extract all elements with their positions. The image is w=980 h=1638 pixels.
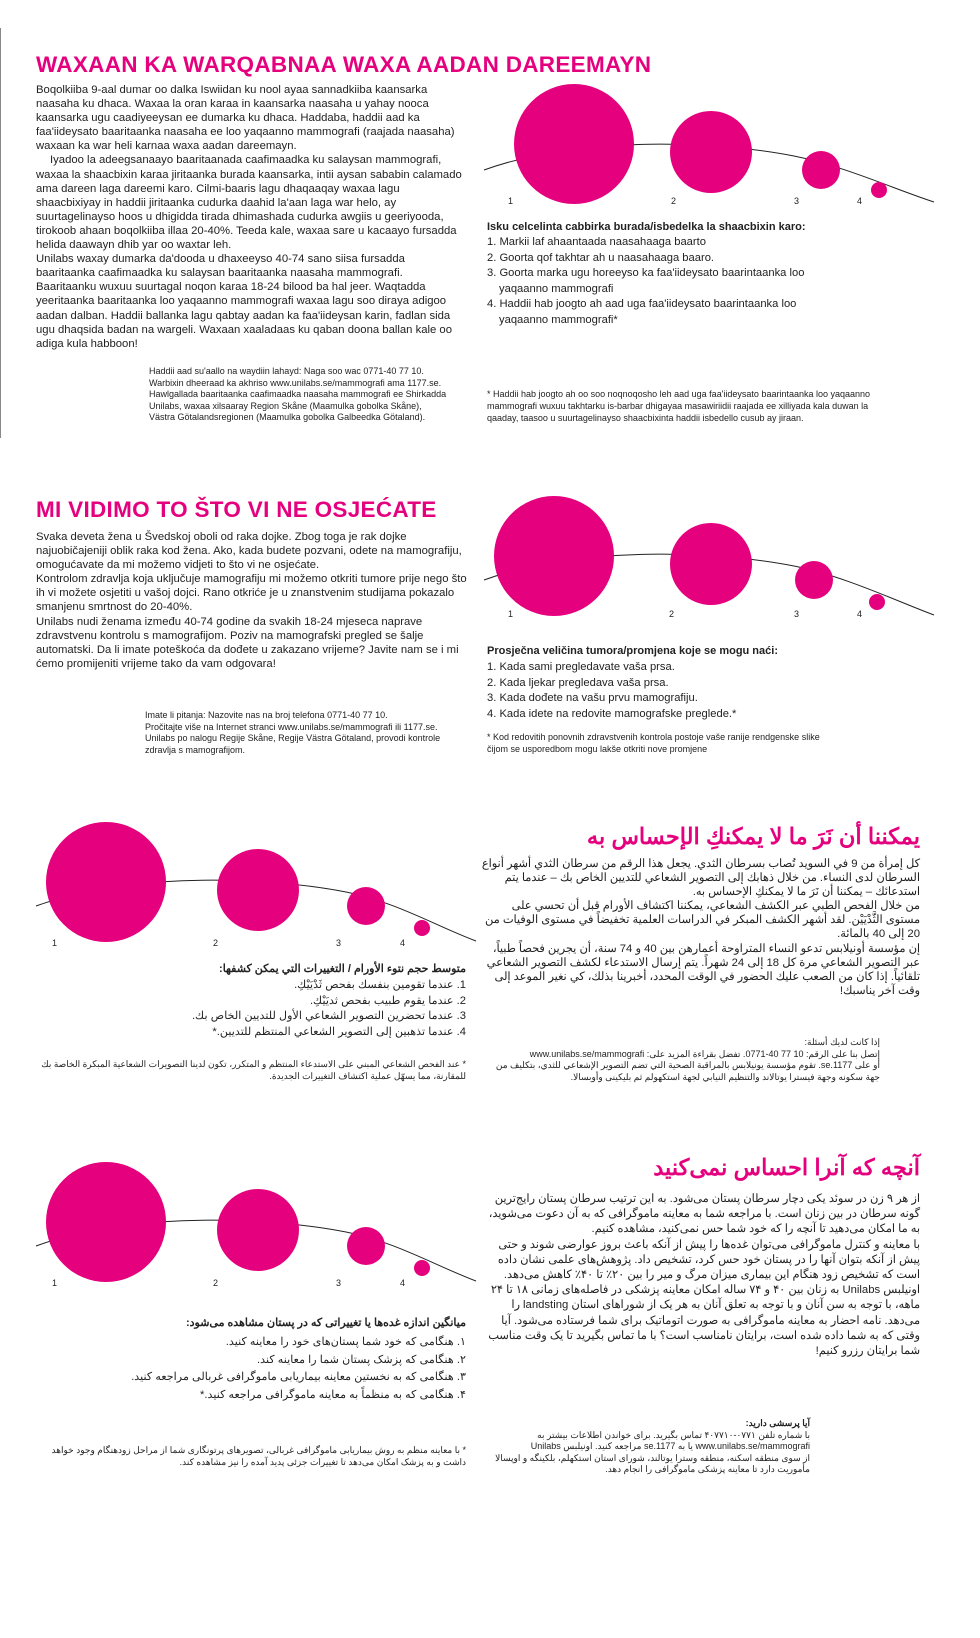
list-item: 2. Goorta qof takhtar ah u naasahaaga baaro. [487,251,715,264]
tumor-circle-2 [217,849,299,931]
list-item: ۲. هنگامی که پزشک پستان شما را معاینه کند. [257,1353,466,1366]
list-item: 4. عندما تذهبين إلى التصوير الشعاعي المنتظم للتديين.* [212,1025,466,1038]
persian-contact [480,1418,810,1476]
circle-label-3: 3 [794,196,800,206]
persian-title: آنچه که آنرا احساس نمی‌کنید [653,1155,920,1180]
persian-paragraph-3: اونیلبس Unilabs به زنان بین ۴۰ و ۷۴ ساله امکان معاینه پزشکی در فاصله‌های زمانی ۱۸ تا ۲۴ ماهه، با توجه به سن آنان و با توجه به تعلق آنان به هر یک از شوراهای استان landsting را می‌دهد. نامه احضار به معاینه ماموگرافی به صورت اتوماتیک برای شما فرستاده می‌شود. آیا وقتی که به شما داده شده است، برایتان نامناسب است؟ با ما تماس بگیرید تا یک وقت مناسب شما برایتان رزرو کنیم! [488,1284,920,1358]
list-item: 4. Haddii hab joogto ah aad uga faa'iideysato baarintaanka loo yaqaanno mammografi* [487,298,797,326]
list-item: ۳. هنگامی که به نخستین معاینه بیماریابی ماموگرافی غربالی مراجعه کنید. [131,1371,466,1383]
persian-list-title: میانگین اندازه غده‌ها یا تغییراتی که در پستان مشاهده می‌شود: [185,1317,466,1329]
bosnian-list [487,660,817,722]
list-item: 3. Kada dođete na vašu prvu mamografiju. [487,692,698,704]
somali-body [36,83,463,351]
circle-label-1: 1 [508,609,514,619]
arabic-paragraph-3: إن مؤسسة أونيلابس تدعو النساء المتراوحة أعمارهن بين 40 و 74 سنة، أن يجرين فحصاً طبياً، عبر التصوير الشعاعي مرة كل 18 إلى 24 شهراً. يتم إرسال الاستدعاء لكشف التصوير الشعاعي تلقائياً. إذا كان من الصعب عليك الحضور في الوقت المحدد، أخبرينا بذلك، كي نغير الموعد إلى وقت آخر يناسبك! [486,942,920,997]
list-item: 1. عندما تقومين بنفسك بفحص ثَدْيَيْكِ. [294,979,466,991]
list-item: 3. عندما تحضرين التصوير الشعاعي الأول للتديين الخاص بك. [191,1010,466,1022]
bosnian-contact-line: Imate li pitanja: Nazovite nas na broj telefona 0771-40 77 10. [145,710,388,720]
circle-label-2: 2 [213,1278,219,1288]
list-item: 2. عندما يقوم طبيب بفحص ثديَيْكِ. [309,994,466,1007]
somali-contact-line: Unilabs, waxaa xilsaaray Region Skåne (Maamulka gobolka Skåne), [149,400,422,411]
bosnian-footnote: * Kod redovitih ponovnih zdravstvenih kontrola postoje vaše ranije rendgenske slike čijom se usporedbom mogu lakše otkriti nove promjene [487,732,820,754]
somali-paragraph-2: Iyadoo la adeegsanaayo baaritaanada caafimaadka ku salaysan mammografi, waxaa la shaacbixin karaa jiritaanka burada kaansarka, intii aysan sababin calamado ama dareen laga dareemi karo. Cilmi-baaris lagu dhaqaaqay waxaa lagu shaacbixiyay in haddii jiritaanka cudurka daahid la'aan laga war helo, ay suurtagelinayso hoos u dhigidda tirada dhimashada cudurka awgiis u geeriyooda, tirokoob ahaan boqolkiiba illaa 20-40%. Teeda kale, waxaa sare u kacaayo fursadda helida daawayn dhib yar oo waxtar leh. [36,154,462,252]
arabic-contact-line: إذا كانت لديك أسئلة: [804,1037,880,1047]
arabic-paragraph-1: كل إمرأة من 9 في السويد تُصاب بسرطان الثدي. يجعل هذا الرقم من سرطان الثدي أشهر أنواع السرطان لدى النساء. من خلال ذهابك إلى التصوير الشعاعي للتديين الخاص بك – عندما يتم استدعائك – يمكننا أن نَرَ ما لا يمكنكِ الإحساس به. [481,858,920,899]
tumor-size-circles-icon [484,500,934,630]
bosnian-list-title: Prosječna veličina tumora/promjena koje se mogu naći: [487,645,778,657]
persian-contact-line: www.unilabs.se/mammografi یا به 1177.se مراجعه کنید. اونیلبس Unilabs [530,1441,810,1452]
persian-contact-title: آیا پرسشی دارید: [745,1418,810,1428]
bosnian-contact-line: Pročitajte više na Internet stranci www.unilabs.se/mammografi ili 1177.se. [145,721,438,732]
persian-body [480,1192,920,1359]
circle-label-3: 3 [794,609,800,619]
tumor-circle-4 [414,920,430,936]
tumor-circle-1 [46,822,166,942]
somali-footnote: * Haddii hab joogto ah oo soo noqnoqosho leh aad uga faa'iideysato baarintaanka loo yaqaanno mammografi wuxuu takhtarku is-barbar dhigayaa masawiriidii raajada ee xilliyada kala duwan la qaaday, taasoo u suurtagelinayso shaacbixinta haddii isbedello cusub ay jiraan. [487,389,871,423]
arabic-contact-line: أو على 1177.se. تقوم مؤسسة يونيلابس بالمراقبة الصحية التي تضم التصوير الإشعاعي للثدي، بتكليف من [495,1060,880,1071]
persian-contact-line: با شماره تلفن ۰۷۷۱-۴۰۷۷۱۰ تماس بگیرید. برای خواندن اطلاعات بیشتر به [537,1429,810,1440]
left-border-line [0,28,1,438]
list-item: 2. Kada ljekar pregledava vaša prsa. [487,676,669,689]
tumor-circle-4 [869,594,885,610]
arabic-contact-line: إتصل بنا على الرقم: 10 77 40-0771. تفضل بقراءة المزيد على: www.unilabs.se/mammografi [529,1048,880,1059]
list-item: 4. Kada idete na redovite mamografske preglede.* [487,707,737,720]
bosnian-body [36,530,472,671]
arabic-title: يمكننا أن نَرَ ما لا يمكنكِ الإحساس به [586,824,920,849]
list-item: ۱. هنگامی که خود شما پستان‌های خود را معاینه کنید. [225,1336,466,1348]
somali-contact-line: Västra Götalandsregionen (Maamulka gobolka Galbeedka Götaland). [149,412,426,423]
persian-paragraph-2: با معاینه و کنترل ماموگرافی می‌توان غده‌ها را پیش از آنکه باعث بروز عوارضی شوند و حتی پیش از آنکه بتوان آنها را در پستان خود حس کرد، تشخیص داد. پژوهش‌های علمی نشان داده است که تشخیص زود هنگام این بیماری میزان مرگ و میر را بین ۲۰٪ تا ۴۰٪ کاهش می‌دهد. [497,1238,920,1282]
tumor-size-circles-icon [36,1166,476,1296]
bosnian-paragraph-2: Kontrolom zdravlja koja uključuje mamografiju mi možemo otkriti tumore prije nego što ih vi možete osjetiti u vašoj dojci. Rano otkriće je u znanstvenim studijama pokazalo smanjenu smrtnost do 20-40%. [36,573,467,614]
bosnian-contact-line: Unilabs po nalogu Regije Skåne, Regije Västra Götaland, provodi kontrole [145,733,441,744]
tumor-circle-4 [414,1260,430,1276]
tumor-circle-2 [670,523,752,605]
circle-label-2: 2 [671,196,677,206]
tumor-size-circles-icon [36,826,476,956]
arabic-contact-line: جهة سكونه وجهة فيسترا يوتالاند والتنظيم النيابي لجهة استكهولم ثم بليكينى وأوبسالا. [570,1071,880,1082]
persian-contact-line: از سوی منطقه اسکنه، منطقه وسترا یوتالند، شورای استان استکهلم، بلکینگه و اوپسالا [495,1452,810,1463]
somali-paragraph-3: Unilabs waxay dumarka da'dooda u dhaxeeyso 40-74 sano siisa fursadda baaritaanka caafimaadka ku salaysan baaritaanka naasaha mammografi. Baaritaanku wuxuu suurtagal noqon karaa 18-24 bilood ba hal jeer. Waqtadda yeeritaanka baaritaanka loo yaqaanno mammografi waxaa lagu soo diraya adigoo aadan dalban. Haddii ballanka lagu qabtay aadan ka faa'iideysan karin, fadlan sida ugu dhaqsida badan na wargeli. Waxaan xaaladaas ku qaban doona ballan kale oo adiga kula habboon! [36,253,452,350]
somali-list-title: Isku celcelinta cabbirka burada/isbedelka la shaacbixin karo: [487,221,806,233]
circle-label-4: 4 [400,938,406,948]
bosnian-paragraph-3: Unilabs nudi ženama između 40-74 godine da svakih 18-24 mjeseca naprave zdravstvenu kontrolu s mamografijom. Poziv na mamografski pregled se šalje automatski. Da li imate poteškoća da dođete u zakazano vrijeme? Javite nam se i mi ćemo promijeniti vrijeme tako da vam odgovara! [36,615,459,670]
circle-label-1: 1 [52,938,58,948]
circle-label-4: 4 [857,196,863,206]
circle-label-3: 3 [336,1278,342,1288]
arabic-list-title: متوسط حجم نتوء الأورام / التغييرات التي يمكن كشفها: [219,963,466,975]
tumor-circle-3 [795,561,833,599]
somali-contact [149,366,469,424]
circle-label-2: 2 [213,938,219,948]
somali-contact-line: Warbixin dheeraad ka akhriso www.unilabs.se/mammografi ama 1177.se. [149,377,442,388]
list-item: ۴. هنگامی که به منظماً به معاینه ماموگرافی مراجعه کنید.* [200,1388,466,1401]
arabic-body [480,857,920,998]
persian-list [36,1334,466,1404]
tumor-circle-1 [46,1162,166,1282]
arabic-list [36,978,466,1040]
circle-label-2: 2 [669,609,675,619]
arabic-paragraph-2: من خلال الفحص الطبي عبر الكشف الشعاعي، يمكننا اكتشاف الأورام قبل أن تحسي على مستوى الثَّدْيَيْن. لقد أشهر الكشف المبكر في الدراسات العلمية تخفيضاً في مستوى الوفيات من 20 إلى 40 بالمائة. [485,900,920,941]
arabic-contact [480,1037,880,1083]
tumor-circle-2 [217,1189,299,1271]
circle-label-1: 1 [508,196,514,206]
tumor-circle-2 [670,111,752,193]
tumor-circle-3 [347,887,385,925]
arabic-footnote: * عند الفحص الشعاعي المبني على الاستدعاء المنتظم و المتكرر، تكون لدينا التصويرات الشعاعية المبكرة الخاصة بك للمقارنة، مما يسهّل عملية اكتشاف التغييرات الجديدة. [41,1059,466,1081]
circle-label-1: 1 [52,1278,58,1288]
persian-paragraph-1: از هر ۹ زن در سوئد یکی دچار سرطان پستان می‌شود. به این ترتیب سرطان پستان رایج‌ترین گونه سرطان در بین زنان است. با مراجعه شما به معاینه ماموگرافی که به آن دعوت می‌شوید، به ما امکان می‌دهید تا آنچه را که خود شما حس نمی‌کنید، مشاهده کنیم. [488,1193,920,1236]
tumor-circle-1 [494,496,614,616]
somali-contact-line: Haddii aad su'aallo na waydiin lahayd: Naga soo wac 0771-40 77 10. [149,366,424,376]
persian-footnote: * با معاینه منظم به روش بیماریابی ماموگرافی غربالی، تصویرهای پرتونگاری شما از مراحل زودهنگام وجود خواهد داشت و به پزشک امکان می‌دهد تا تغییرات جزئی پدید آمده را نیز مشاهده کند. [51,1445,466,1467]
bosnian-title: MI VIDIMO TO ŠTO VI NE OSJEĆATE [36,497,437,522]
bosnian-contact-line: zdravlja s mamografijom. [145,744,246,755]
tumor-circle-3 [347,1227,385,1265]
circle-label-4: 4 [400,1278,406,1288]
tumor-circle-3 [802,151,840,189]
tumor-circle-4 [871,182,887,198]
somali-contact-line: Hawlgallada baaritaanka caafimaadka naasaha mammografi ee Shirkadda [149,389,447,400]
bosnian-paragraph-1: Svaka deveta žena u Švedskoj oboli od raka dojke. Zbog toga je rak dojke najuobičajeniji oblik raka kod žena. Ako, kada budete pozvani, odete na mamografiju, omogućavate da mi možemo vidjeti to što vi ne osjećate. [36,531,462,572]
tumor-circle-1 [514,84,634,204]
list-item: 1. Kada sami pregledavate vaša prsa. [487,661,675,673]
tumor-size-circles-icon [484,84,934,214]
somali-paragraph-1: Boqolkiiba 9-aal dumar oo dalka Iswiidan ku nool ayaa sannadkiiba kaansarka naasaha ku dhaca. Waxaa la oran karaa in kaansarka naasaha u yahay nooca kaansarka ugu caadiyeeysan ee dumarka ku dhaca. Haddaba, haddii aad ka faa'iideysato baaritaanka naasaha ee loo yaqaanno mammografi (raajada naasaha) waxaan ka war heli karnaa waxa aadan dareemayn. [36,84,455,153]
persian-contact-line: مأموریت دارد تا معاینه پزشکی ماموگرافی را انجام دهد. [605,1464,810,1475]
bosnian-contact [145,710,465,756]
circle-label-3: 3 [336,938,342,948]
somali-title: WAXAAN KA WARQABNAA WAXA AADAN DAREEMAYN [36,52,652,77]
list-item: 1. Markii laf ahaantaada naasahaaga baarto [487,236,706,248]
somali-list [487,235,817,328]
circle-label-4: 4 [857,609,863,619]
list-item: 3. Goorta marka ugu horeeyso ka faa'iideysato baarintaanka loo yaqaanno mammografi [487,267,805,295]
